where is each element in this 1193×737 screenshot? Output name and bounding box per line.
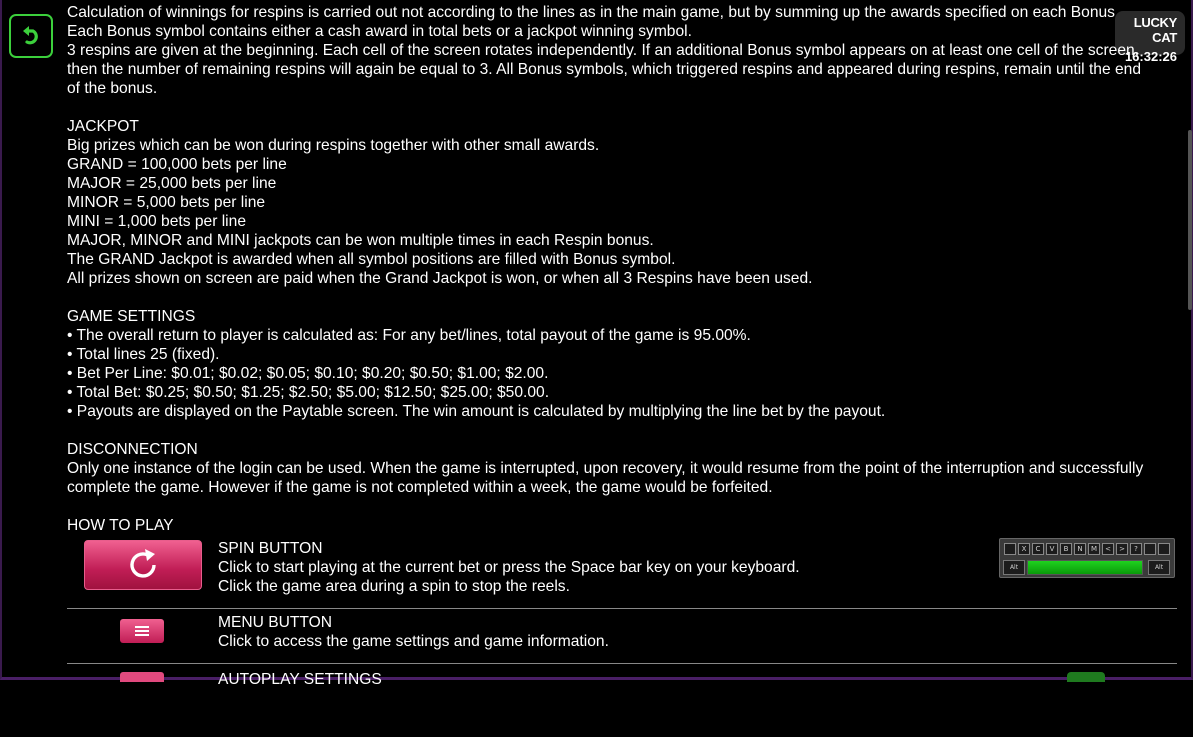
jackpot-text: GRAND = 100,000 bets per line	[67, 156, 287, 173]
menu-button[interactable]	[120, 619, 164, 643]
back-arrow-icon	[18, 23, 44, 49]
game-title: LUCKY CAT	[1133, 15, 1177, 45]
keyboard-key-left: Alt	[1003, 560, 1025, 575]
spin-button-row	[67, 535, 1177, 609]
menu-icon	[134, 625, 150, 637]
game-settings-heading: GAME SETTINGS	[67, 308, 196, 325]
keyboard-key-right: Alt	[1148, 560, 1170, 575]
back-button[interactable]	[9, 14, 53, 58]
game-settings-text: • Total lines 25 (fixed).	[67, 346, 220, 363]
keyboard-key	[1158, 543, 1170, 555]
jackpot-heading: JACKPOT	[67, 118, 139, 135]
autoplay-toggle-illustration	[1067, 672, 1105, 682]
menu-button-title: MENU BUTTON	[218, 614, 333, 631]
spin-button-text: Click to start playing at the current bet or press the Space bar key on your keyboard.	[218, 559, 800, 576]
autoplay-button[interactable]	[120, 672, 164, 682]
spin-button-title: SPIN BUTTON	[218, 540, 323, 557]
game-settings-text: • Total Bet: $0.25; $0.50; $1.25; $2.50; $5.00; $12.50; $25.00; $50.00.	[67, 384, 550, 401]
autoplay-settings-row	[67, 664, 1177, 737]
jackpot-text: All prizes shown on screen are paid when the Grand Jackpot is won, or when all 3 Respins have been used.	[67, 270, 813, 287]
how-to-play-heading: HOW TO PLAY	[67, 517, 174, 534]
rules-content	[67, 3, 1177, 737]
jackpot-text: MINOR = 5,000 bets per line	[67, 194, 266, 211]
spin-button[interactable]	[84, 540, 202, 590]
jackpot-text: MAJOR = 25,000 bets per line	[67, 175, 277, 192]
keyboard-key	[1004, 543, 1016, 555]
keyboard-illustration	[999, 538, 1175, 578]
jackpot-text: Big prizes which can be won during respins together with other small awards.	[67, 137, 600, 154]
jackpot-text: MINI = 1,000 bets per line	[67, 213, 246, 230]
respin-text: then the number of remaining respins will again be equal to 3. All Bonus symbols, which triggered respins and appeared during respins, remain until the end	[67, 61, 1141, 78]
keyboard-key: N	[1074, 543, 1086, 555]
scrollbar[interactable]	[1187, 0, 1193, 680]
keyboard-key: X	[1018, 543, 1030, 555]
game-settings-text: • Payouts are displayed on the Paytable screen. The win amount is calculated by multiplying the line bet by the payout.	[67, 403, 886, 420]
keyboard-spacebar	[1027, 560, 1143, 575]
keyboard-key: >	[1116, 543, 1128, 555]
keyboard-key: V	[1046, 543, 1058, 555]
clock-time: 16:32:26	[1124, 49, 1177, 64]
keyboard-key: B	[1060, 543, 1072, 555]
respin-text: of the bonus.	[67, 80, 158, 97]
keyboard-key: M	[1088, 543, 1100, 555]
menu-button-description	[218, 613, 609, 651]
disconnection-text: complete the game. However if the game is not completed within a week, the game would be forfeited.	[67, 479, 773, 496]
disconnection-text: Only one instance of the login can be used. When the game is interrupted, upon recovery, it would resume from the point of the interruption and successfully	[67, 460, 1144, 477]
game-settings-text: • Bet Per Line: $0.01; $0.02; $0.05; $0.10; $0.20; $0.50; $1.00; $2.00.	[67, 365, 549, 382]
spin-button-text: Click the game area during a spin to stop the reels.	[218, 578, 570, 595]
jackpot-text: The GRAND Jackpot is awarded when all symbol positions are filled with Bonus symbol.	[67, 251, 676, 268]
spin-button-icon-cell	[84, 540, 202, 590]
keyboard-key: C	[1032, 543, 1044, 555]
jackpot-text: MAJOR, MINOR and MINI jackpots can be won multiple times in each Respin bonus.	[67, 232, 654, 249]
respin-text: Each Bonus symbol contains either a cash award in total bets or a jackpot winning symbol.	[67, 23, 692, 40]
menu-button-text: Click to access the game settings and game information.	[218, 633, 609, 650]
keyboard-key	[1144, 543, 1156, 555]
scrollbar-thumb[interactable]	[1188, 130, 1192, 310]
spin-icon	[124, 546, 162, 584]
menu-button-row	[67, 609, 1177, 664]
keyboard-key: <	[1102, 543, 1114, 555]
respin-text: Calculation of winnings for respins is carried out not according to the lines as in the main game, but by summing up the awards specified on each Bonus	[67, 4, 1115, 21]
respin-text: 3 respins are given at the beginning. Each cell of the screen rotates independently. If an additional Bonus symbol appears on at least one cell of the screen,	[67, 42, 1140, 59]
game-settings-text: • The overall return to player is calculated as: For any bet/lines, total payout of the game is 95.00%.	[67, 327, 751, 344]
autoplay-settings-title: AUTOPLAY SETTINGS	[218, 671, 382, 688]
keyboard-key: ?	[1130, 543, 1142, 555]
disconnection-heading: DISCONNECTION	[67, 441, 198, 458]
spin-button-description	[218, 539, 800, 596]
